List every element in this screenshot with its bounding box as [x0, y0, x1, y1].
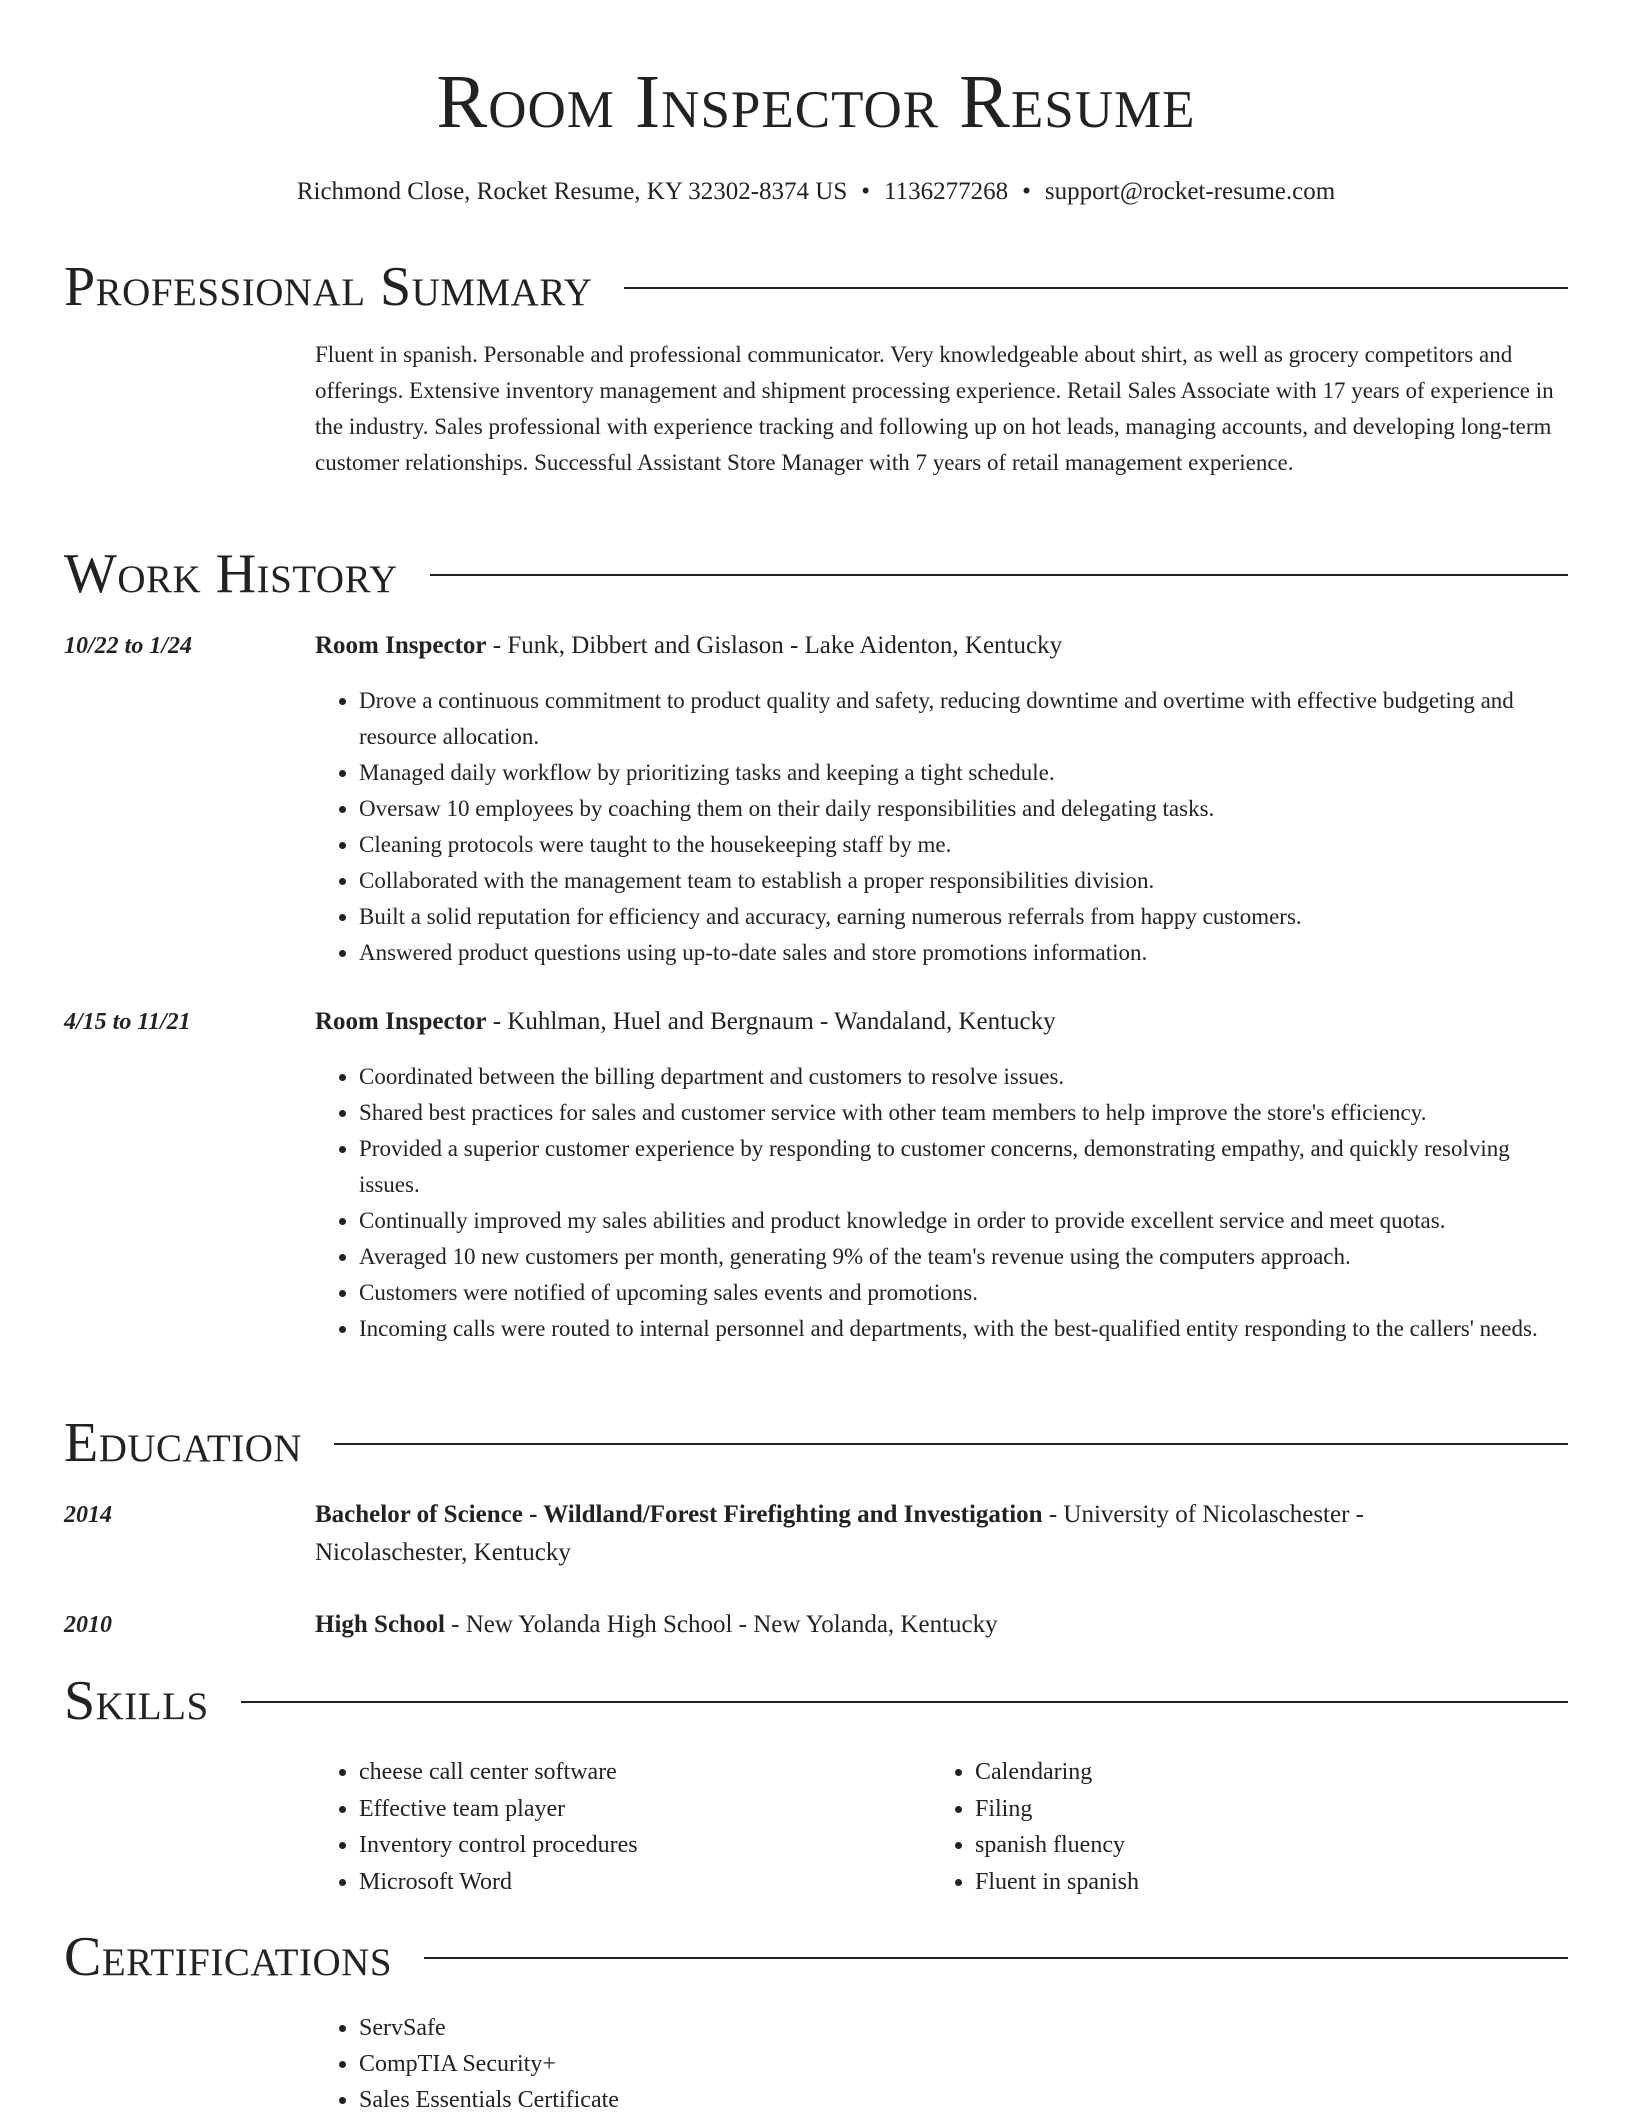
contact-separator: • — [1022, 178, 1031, 205]
job-employer: - Funk, Dibbert and Gislason - Lake Aidenton, Kentucky — [486, 632, 1063, 659]
skills-list-left — [315, 1754, 915, 1900]
contact-separator: • — [861, 178, 871, 205]
section-rule — [430, 574, 1568, 576]
list-item: • Provided a superior customer experience by responding to customer concerns, demonstrating empathy, and quickly resolving issues. — [359, 1131, 1570, 1203]
skill-item: • Inventory control procedures — [359, 1827, 915, 1864]
section-heading: Certifications — [64, 1926, 393, 1988]
list-item: • Shared best practices for sales and customer service with other team members to help improve the store's efficiency. — [359, 1095, 1570, 1131]
education-school: - University of Nicolaschester - Nicolaschester, Kentucky — [315, 1501, 1365, 1566]
section-heading: Professional Summary — [64, 256, 593, 318]
job-heading — [315, 1003, 1465, 1041]
list-item: • Incoming calls were routed to internal personnel and departments, with the best-qualified entity responding to the callers' needs. — [359, 1311, 1570, 1347]
list-item: • Customers were notified of upcoming sales events and promotions. — [359, 1275, 1570, 1311]
section-heading: Education — [64, 1412, 303, 1474]
skill-item: • Effective team player — [359, 1791, 915, 1828]
skills-list-right — [931, 1754, 1531, 1900]
section-certifications — [64, 1925, 1568, 1989]
education-school: - New Yolanda High School - New Yolanda, Kentucky — [444, 1611, 998, 1638]
list-item: • Built a solid reputation for efficiency and accuracy, earning numerous referrals from happy customers. — [359, 899, 1570, 935]
skill-item: • Calendaring — [975, 1754, 1531, 1791]
section-rule — [241, 1701, 1568, 1703]
list-item: • Oversaw 10 employees by coaching them on their daily responsibilities and delegating tasks. — [359, 791, 1570, 827]
skill-item: • Filing — [975, 1791, 1531, 1828]
summary-text: Fluent in spanish. Personable and professional communicator. Very knowledgeable about shirt, as well as grocery competitors and offerings. Extensive inventory management and shipment processing experience. Retail Sales Associate with 17 years of experience in the industry. Sales professional with experience tracking and following up on hot leads, managing accounts, and developing long-term customer relationships. Successful Assistant Store Manager with 7 years of retail management experience. — [315, 342, 1554, 475]
section-heading: Skills — [64, 1670, 209, 1732]
education-degree: High School — [315, 1611, 445, 1638]
certification-item: • Sales Essentials Certificate — [359, 2082, 1015, 2118]
section-education — [64, 1411, 1568, 1475]
section-rule — [424, 1957, 1568, 1959]
list-item: • Continually improved my sales abilities and product knowledge in order to provide excellent service and meet quotas. — [359, 1203, 1570, 1239]
job-bullets — [315, 1059, 1570, 1347]
resume-title: Room Inspector Resume — [436, 60, 1196, 144]
certifications-list — [315, 2010, 1015, 2118]
job-dates: 10/22 to 1/24 — [64, 633, 193, 659]
contact-phone: 1136277268 — [884, 178, 1009, 205]
section-work-history — [64, 542, 1568, 606]
education-entry — [315, 1496, 1465, 1572]
section-rule — [334, 1443, 1568, 1445]
certification-item: • ServSafe — [359, 2010, 1015, 2046]
skill-item: • Fluent in spanish — [975, 1864, 1531, 1901]
job-bullets — [315, 683, 1570, 971]
skill-item: • cheese call center software — [359, 1754, 915, 1791]
list-item: • Cleaning protocols were taught to the housekeeping staff by me. — [359, 827, 1570, 863]
contact-line — [0, 174, 1632, 210]
job-heading — [315, 627, 1465, 665]
education-year: 2010 — [64, 1612, 112, 1638]
certification-item: • CompTIA Security+ — [359, 2046, 1015, 2082]
section-heading: Work History — [64, 543, 398, 605]
education-degree: Bachelor of Science - Wildland/Forest Firefighting and Investigation — [315, 1501, 1043, 1528]
list-item: • Coordinated between the billing department and customers to resolve issues. — [359, 1059, 1570, 1095]
contact-email: support@rocket-resume.com — [1044, 178, 1336, 205]
list-item: • Drove a continuous commitment to product quality and safety, reducing downtime and overtime with effective budgeting and resource allocation. — [359, 683, 1570, 755]
list-item: • Averaged 10 new customers per month, generating 9% of the team's revenue using the computers approach. — [359, 1239, 1570, 1275]
section-professional-summary — [64, 255, 1568, 319]
skill-item: • Microsoft Word — [359, 1864, 915, 1901]
contact-address: Richmond Close, Rocket Resume, KY 32302-8374 US — [296, 178, 848, 205]
job-title: Room Inspector — [315, 1008, 487, 1035]
list-item: • Collaborated with the management team to establish a proper responsibilities division. — [359, 863, 1570, 899]
job-employer: - Kuhlman, Huel and Bergnaum - Wandaland, Kentucky — [486, 1008, 1056, 1035]
list-item: • Answered product questions using up-to-date sales and store promotions information. — [359, 935, 1570, 971]
skill-item: • spanish fluency — [975, 1827, 1531, 1864]
section-skills — [64, 1669, 1568, 1733]
section-rule — [624, 287, 1568, 289]
list-item: • Managed daily workflow by prioritizing tasks and keeping a tight schedule. — [359, 755, 1570, 791]
education-year: 2014 — [64, 1502, 112, 1528]
job-dates: 4/15 to 11/21 — [64, 1009, 191, 1035]
job-title: Room Inspector — [315, 632, 487, 659]
education-entry — [315, 1606, 1465, 1644]
